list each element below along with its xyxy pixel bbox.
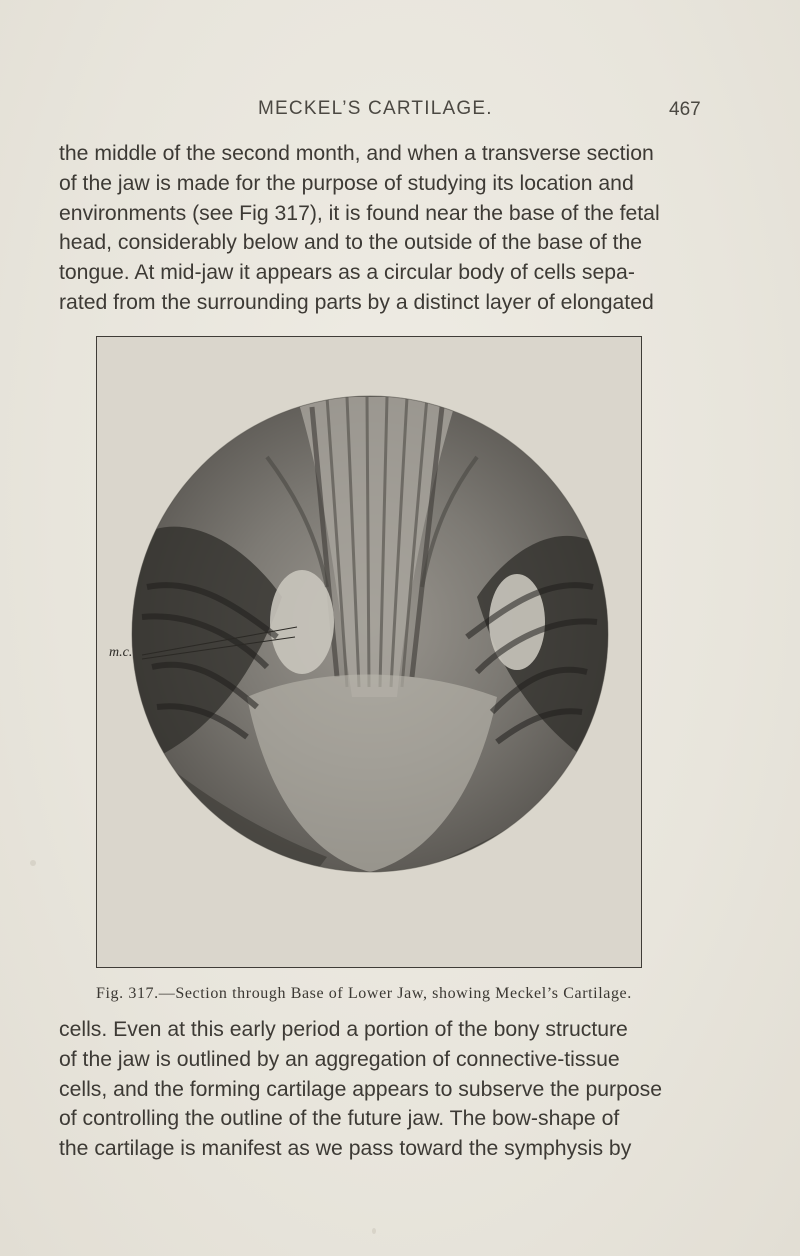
paper-speck <box>30 860 36 866</box>
text-line: of the jaw is outlined by an aggregation of connective-tissue <box>59 1047 620 1071</box>
text-line: of the jaw is made for the purpose of studying its location and <box>59 171 634 195</box>
page-number: 467 <box>669 99 701 120</box>
text-line: cells. Even at this early period a portion of the bony structure <box>59 1018 628 1041</box>
figure-label: m.c. <box>109 645 133 660</box>
text-line: rated from the surrounding parts by a distinct layer of elongated <box>59 290 654 314</box>
figure-caption: Fig. 317.—Section through Base of Lower Jaw, showing Meckel’s Cartilage. <box>96 985 632 1002</box>
paragraph-2 <box>59 1015 739 1164</box>
text-line: tongue. At mid-jaw it appears as a circular body of cells sepa- <box>59 261 635 285</box>
paper-speck <box>372 1228 376 1234</box>
paragraph-1 <box>59 139 739 318</box>
text-line: cells, and the forming cartilage appears to subserve the purpose <box>59 1077 663 1101</box>
running-title: MECKEL’S CARTILAGE. <box>258 98 493 119</box>
text-line: the middle of the second month, and when a transverse section <box>59 142 654 165</box>
cartilage-left <box>270 570 334 674</box>
text-line: environments (see Fig 317), it is found near the base of the fetal <box>59 201 660 225</box>
text-line: the cartilage is manifest as we pass toward the symphysis by <box>59 1137 632 1161</box>
text-line: of controlling the outline of the future jaw. The bow-shape of <box>59 1107 620 1131</box>
running-head <box>0 98 800 128</box>
text-line: head, considerably below and to the outside of the base of the <box>59 231 643 255</box>
micrograph-illustration <box>97 337 643 969</box>
figure-plate <box>96 336 642 968</box>
